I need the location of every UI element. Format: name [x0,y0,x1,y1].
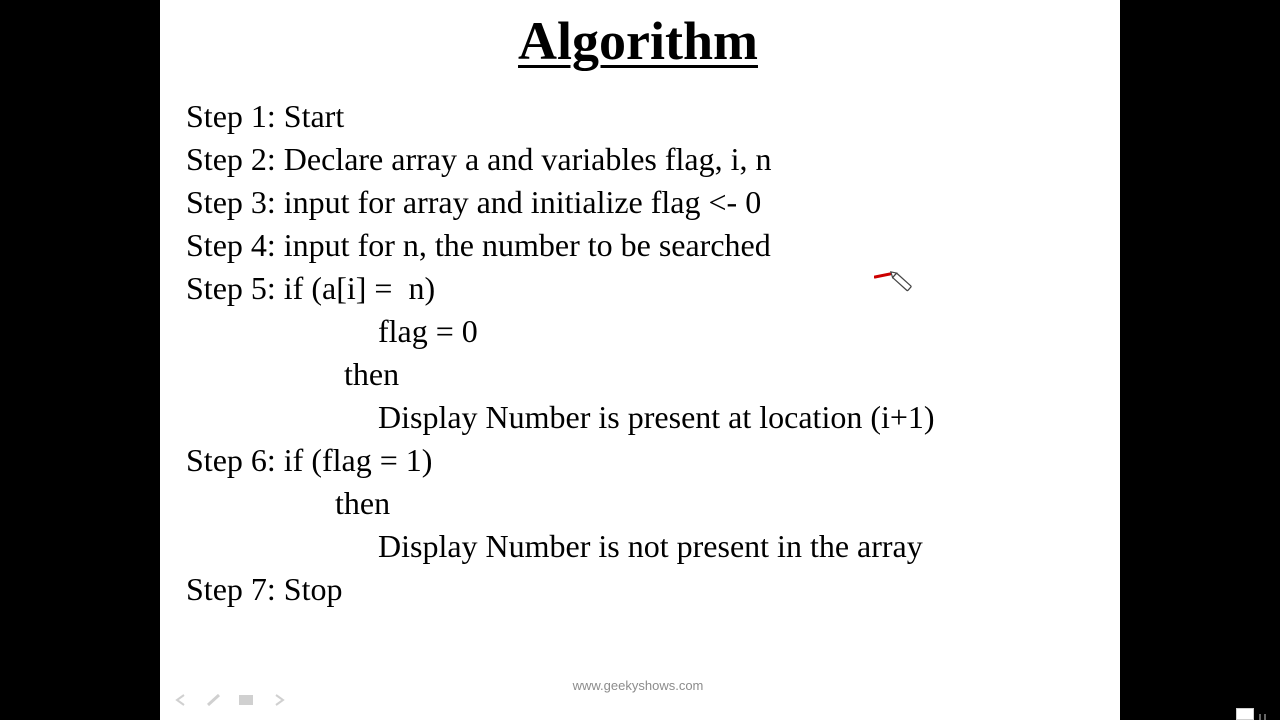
algorithm-line-flag-assign: flag = 0 [378,313,478,349]
algorithm-line-then-1: then [344,356,400,392]
presentation-slide [160,0,1120,720]
algorithm-line-then-2: then [335,485,391,521]
algorithm-line-display-not-present: Display Number is not present in the array [378,528,923,564]
corner-marks-icon [1258,712,1276,720]
algorithm-line-step-6: Step 6: if (flag = 1) [186,442,433,478]
next-arrow-icon[interactable] [268,692,288,708]
algorithm-line-step-1: Step 1: Start [186,98,345,134]
slide-title-text: Algorithm [518,11,758,71]
slide-menu-icon[interactable] [236,692,256,708]
algorithm-line-step-5: Step 5: if (a[i] = n) [186,270,436,306]
algorithm-line-display-present: Display Number is present at location (i+1) [378,399,935,435]
slideshow-controls [172,692,288,708]
slide-title [160,8,1116,74]
algorithm-line-step-3: Step 3: input for array and initialize flag <- 0 [186,184,762,220]
algorithm-line-step-7: Step 7: Stop [186,571,343,607]
pen-icon[interactable] [204,692,224,708]
slide-footer-url: www.geekyshows.com [572,678,704,693]
window-corner-box [1236,708,1254,720]
algorithm-line-step-4: Step 4: input for n, the number to be searched [186,227,771,263]
previous-arrow-icon[interactable] [172,692,192,708]
algorithm-line-step-2: Step 2: Declare array a and variables flag, i, n [186,141,772,177]
pen-cursor-icon [874,270,916,296]
